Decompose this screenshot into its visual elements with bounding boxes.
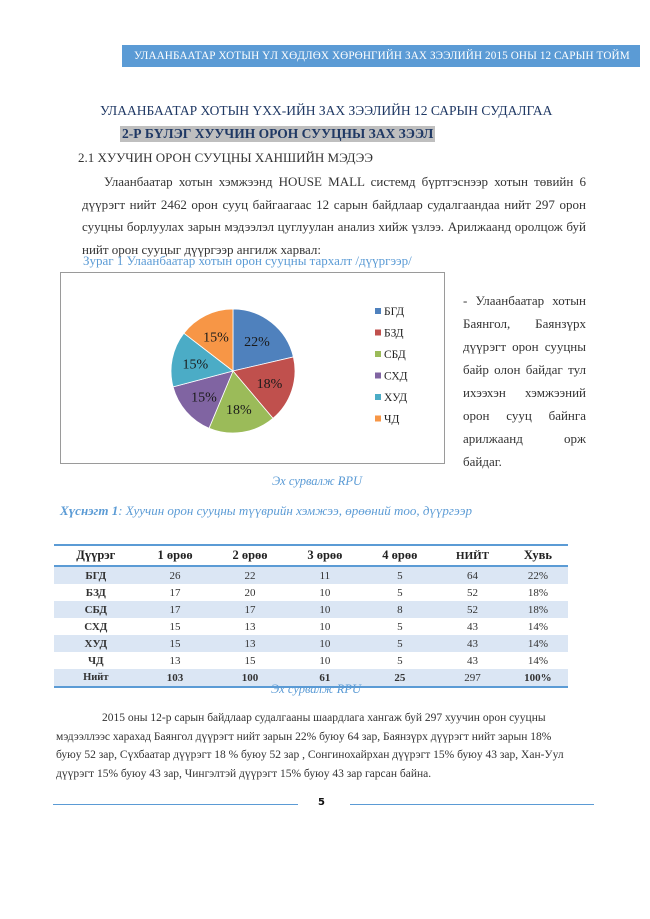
table-row — [54, 566, 568, 584]
pie-data-label: 18% — [256, 377, 283, 393]
legend-swatch — [375, 394, 381, 400]
table-row — [54, 635, 568, 652]
column-header: 1 өрөө — [138, 545, 213, 566]
legend-label: ЧД — [384, 413, 400, 426]
side-note: - Улаанбаатар хотын Баянгол, Баянзүрх дүүрэгт орон сууцны байр олон байдаг тул ихээхэн хэмжээний орон сууц байнга арилжаанд орж байдаг. — [463, 293, 586, 469]
table-cell: 17 — [169, 586, 181, 599]
table-cell: 13 — [213, 635, 288, 652]
table-cell: 18% — [527, 586, 548, 599]
column-header: Дүүрэг — [54, 545, 138, 566]
table-cell: Нийт — [54, 669, 138, 687]
column-header: 2 өрөө — [213, 545, 288, 566]
legend-swatch — [375, 308, 381, 314]
table-cell: 5 — [397, 620, 403, 633]
table-cell: 20 — [244, 586, 256, 599]
footer-rule-right — [350, 804, 594, 805]
figure-source: Эх сурвалж RPU — [272, 474, 363, 488]
table-cell: 5 — [397, 654, 403, 667]
table-cell: 14% — [527, 620, 548, 633]
table-cell: 100% — [508, 669, 568, 687]
intro-paragraph: Улаанбаатар хотын хэмжээнд HOUSE MALL системд бүртгэснээр хотын төвийн 6 дүүрэгт нийт 2462 орон сууц байгаагаас 12 сарын байдлаар судалгаандаа нийт 297 орон сууцны борлуулах зарын мэдээлэл цуглуулан анализ хийж үзлээ. Арилжаанд оролцож буй нийт орон сууцыг дүүргээр ангилж харвал: — [82, 174, 586, 257]
table-cell: 22 — [213, 566, 288, 584]
table-cell: 10 — [319, 586, 331, 599]
table-caption — [60, 503, 472, 519]
table-cell: 5 — [362, 635, 437, 652]
table-cell: 103 — [138, 669, 213, 687]
table-cell: 5 — [362, 566, 437, 584]
table-cell: 15 — [169, 620, 181, 633]
legend-label: СБД — [384, 349, 406, 361]
legend-swatch — [375, 416, 381, 422]
pie-data-label: 15% — [191, 390, 217, 406]
table-caption-text: : Хуучин орон сууцны түүврийн хэмжээ, өрөөний тоо, дүүргээр — [118, 503, 472, 518]
table-row — [54, 618, 568, 635]
table-cell: 10 — [319, 654, 331, 667]
table-cell: 61 — [287, 669, 362, 687]
legend-swatch — [375, 330, 381, 336]
table-cell: 13 — [244, 620, 256, 633]
table-cell: 5 — [397, 586, 403, 599]
table-cell: 18% — [508, 601, 568, 618]
table-cell: 10 — [287, 601, 362, 618]
table-header-row — [54, 545, 568, 566]
table-cell: 25 — [362, 669, 437, 687]
table-cell: 43 — [437, 635, 508, 652]
table-cell: 11 — [287, 566, 362, 584]
pie-chart-svg — [61, 273, 446, 465]
figure-caption: Зураг 1 Улаанбаатар хотын орон сууцны тархалт /дүүргээр/ — [83, 253, 412, 268]
table-cell: 17 — [138, 601, 213, 618]
table-cell: 14% — [508, 635, 568, 652]
legend-label: СХД — [384, 370, 408, 383]
pie-data-label: 15% — [182, 357, 209, 373]
pie-data-label: 22% — [244, 334, 270, 350]
column-header: 4 өрөө — [362, 545, 437, 566]
table-caption-label: Хүснэгт 1 — [60, 503, 119, 518]
table-cell: 22% — [508, 566, 568, 584]
section-heading: 2.1 ХУУЧИН ОРОН СУУЦНЫ ХАНШИЙН МЭДЭЭ — [78, 150, 373, 165]
column-header: 3 өрөө — [287, 545, 362, 566]
legend-label: БЗД — [384, 327, 404, 340]
legend-label: ХУД — [384, 392, 408, 404]
column-header: Хувь — [508, 545, 568, 566]
district-table — [54, 544, 568, 688]
pie-data-label: 18% — [226, 402, 252, 418]
document-title: УЛААНБААТАР ХОТЫН ҮХХ-ИЙН ЗАХ ЗЭЭЛИЙН 12 САРЫН СУДАЛГАА — [100, 103, 553, 118]
legend-label: БГД — [384, 306, 405, 318]
table-cell: 43 — [467, 620, 479, 633]
table-cell: ХУД — [54, 635, 138, 652]
table-cell: СХД — [84, 620, 108, 633]
table-cell: 13 — [169, 654, 181, 667]
table-cell: 8 — [362, 601, 437, 618]
column-header: НИЙТ — [437, 545, 508, 566]
running-header: УЛААНБААТАР ХОТЫН ҮЛ ХӨДЛӨХ ХӨРӨНГИЙН ЗАХ ЗЭЭЛИЙН 2015 ОНЫ 12 САРЫН ТОЙМ — [122, 45, 640, 67]
table-cell: 100 — [213, 669, 288, 687]
summary-paragraph: 2015 оны 12-р сарын байдлаар судалгааны шаардлага хангаж буй 297 хуучин орон сууцны мэдээллээс харахад Баянгол дүүрэгт нийт зарын 22% буюу 64 зар, Баянзүрх дүүрэгт нийт зарын 18% буюу 52 зар, Сүхбаатар дүүрэгт 18 % буюу 52 зар , Сонгинохайрхан дүүрэгт 15% буюу 43 зар, Хан-Уул дүүрэгт 15% буюу 43 зар, Чингэлтэй дүүрэгт 15% буюу 43 зар гарсан байна. — [56, 712, 564, 780]
table-cell: 297 — [437, 669, 508, 687]
table-cell: 10 — [287, 635, 362, 652]
page-number: 5 — [318, 797, 325, 808]
table-row — [54, 601, 568, 618]
table-cell: 17 — [213, 601, 288, 618]
table-cell: 15 — [138, 635, 213, 652]
table-cell: 52 — [437, 601, 508, 618]
table-cell: СБД — [54, 601, 138, 618]
table-cell: БЗД — [85, 586, 106, 599]
table-row — [54, 584, 568, 601]
table-source: Эх сурвалж RPU — [271, 682, 362, 696]
footer-rule-left — [53, 804, 298, 805]
legend-swatch — [375, 373, 381, 379]
table-cell: 15 — [244, 654, 256, 667]
table-cell: 43 — [467, 654, 479, 667]
table-cell: 14% — [527, 654, 548, 667]
table-cell: БГД — [54, 566, 138, 584]
table-cell: 52 — [467, 586, 479, 599]
table-row — [54, 652, 568, 669]
pie-chart — [60, 272, 445, 464]
table-cell: 64 — [437, 566, 508, 584]
table-cell: 26 — [138, 566, 213, 584]
legend-swatch — [375, 351, 381, 357]
chapter-title: 2-Р БҮЛЭГ ХУУЧИН ОРОН СУУЦНЫ ЗАХ ЗЭЭЛ — [122, 126, 434, 141]
table-cell: 10 — [319, 620, 331, 633]
table-cell: ЧД — [87, 654, 104, 667]
pie-data-label: 15% — [203, 330, 229, 346]
